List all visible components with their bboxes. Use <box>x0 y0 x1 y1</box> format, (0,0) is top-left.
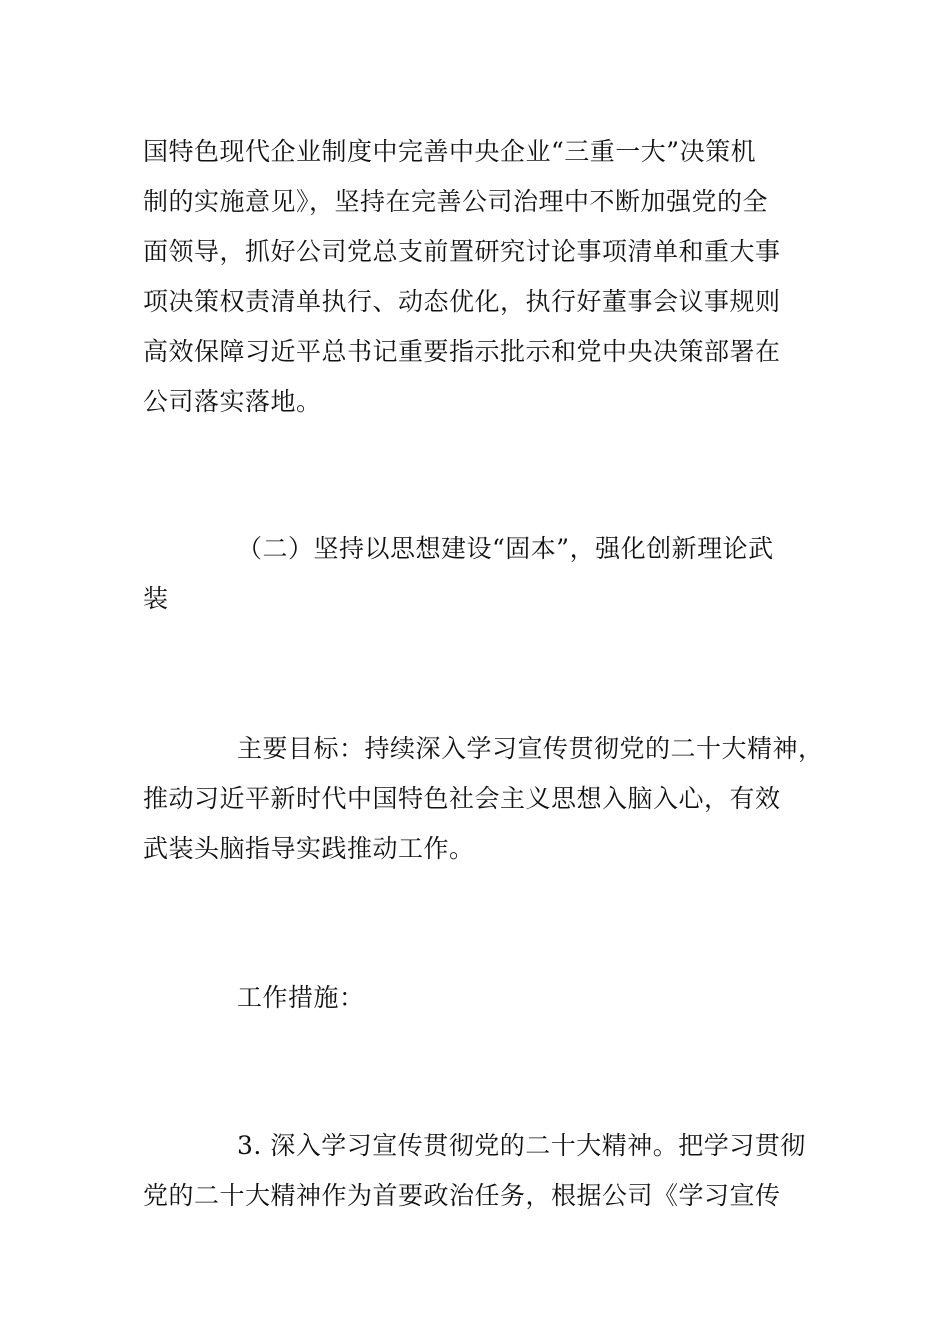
measure-paragraph-line: 党的二十大精神作为首要政治任务，根据公司《学习宣传 <box>143 1181 781 1210</box>
measure-paragraph-line: 3. 深入学习宣传贯彻党的二十大精神。把学习贯彻 <box>237 1131 806 1160</box>
section-heading-continued: 装 <box>143 584 169 613</box>
paragraph-line: 国特色现代企业制度中完善中央企业“三重一大”决策机 <box>143 137 757 166</box>
paragraph-line: 高效保障习近平总书记重要指示批示和党中央决策部署在 <box>143 337 781 366</box>
paragraph-line: 公司落实落地。 <box>143 387 322 416</box>
paragraph-line: 制的实施意见》，坚持在完善公司治理中不断加强党的全 <box>143 187 769 216</box>
goal-paragraph-line: 武装头脑指导实践推动工作。 <box>143 834 475 863</box>
section-heading: （二）坚持以思想建设“固本”，强化创新理论武 <box>237 534 774 563</box>
measures-label: 工作措施： <box>237 983 365 1012</box>
paragraph-line: 项决策权责清单执行、动态优化，执行好董事会议事规则 <box>143 287 781 316</box>
goal-paragraph-line: 主要目标：持续深入学习宣传贯彻党的二十大精神， <box>237 734 824 763</box>
paragraph-line: 面领导，抓好公司党总支前置研究讨论事项清单和重大事 <box>143 237 781 266</box>
goal-paragraph-line: 推动习近平新时代中国特色社会主义思想入脑入心，有效 <box>143 784 781 813</box>
